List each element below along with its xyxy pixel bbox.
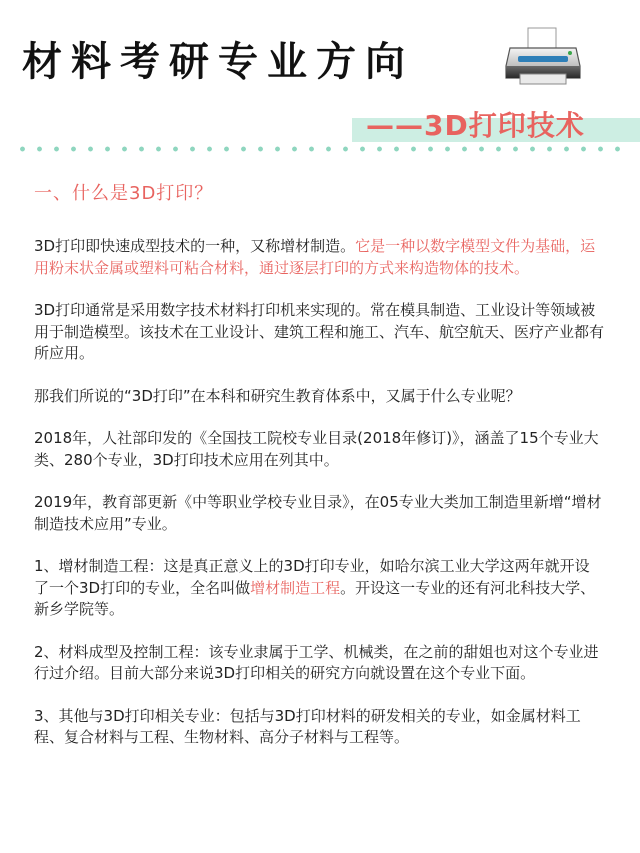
dotted-divider: [14, 146, 626, 152]
highlight-definition: 它是一种以数字模型文件为基础，运用粉末状金属或塑料可粘合材料，通过逐层打印的方式来构造物体的技术。: [34, 237, 596, 277]
paragraph-2019: 2019年，教育部更新《中等职业学校专业目录》，在05专业大类加工制造里新增“增材制造技术应用”专业。: [34, 493, 602, 533]
paragraph-major-3: 3、其他与3D打印相关专业：包括与3D打印材料的研发相关的专业，如金属材料工程、复合材料与工程、生物材料、高分子材料与工程等。: [34, 706, 581, 746]
article-body: [34, 236, 604, 770]
paragraph-question: 那我们所说的“3D打印”在本科和研究生教育体系中，又属于什么专业呢？: [34, 386, 521, 405]
paragraph-definition: 3D打印即快速成型技术的一种，又称增材制造。它是一种以数字模型文件为基础，运用粉末状金属或塑料可粘合材料，通过逐层打印的方式来构造物体的技术。: [34, 237, 596, 277]
page-title: 材料考研专业方向: [22, 39, 414, 85]
paragraph-applications: 3D打印通常是采用数字技术材料打印机来实现的。常在模具制造、工业设计等领域被用于制造模型。该技术在工业设计、建筑工程和施工、汽车、航空航天、医疗产业都有所应用。: [34, 301, 605, 362]
printer-icon: [504, 26, 582, 88]
paragraph-major-1: 1、增材制造工程：这是真正意义上的3D打印专业，如哈尔滨工业大学这两年就开设了一个3D打印的专业，全名叫做增材制造工程。开设这一专业的还有河北科技大学、新乡学院等。: [34, 557, 596, 618]
page-subtitle: ——3D打印技术: [366, 109, 585, 142]
paragraph-major-2: 2、材料成型及控制工程：该专业隶属于工学、机械类，在之前的甜姐也对这个专业进行过介绍。目前大部分来说3D打印相关的研究方向就设置在这个专业下面。: [34, 642, 599, 682]
highlight-major-name: 增材制造工程: [250, 578, 341, 597]
section-heading: 一、什么是3D打印？: [34, 183, 214, 204]
paragraph-2018: 2018年，人社部印发的《全国技工院校专业目录(2018年修订)》，涵盖了15个专业大类、280个专业，3D打印技术应用在列其中。: [34, 429, 599, 469]
